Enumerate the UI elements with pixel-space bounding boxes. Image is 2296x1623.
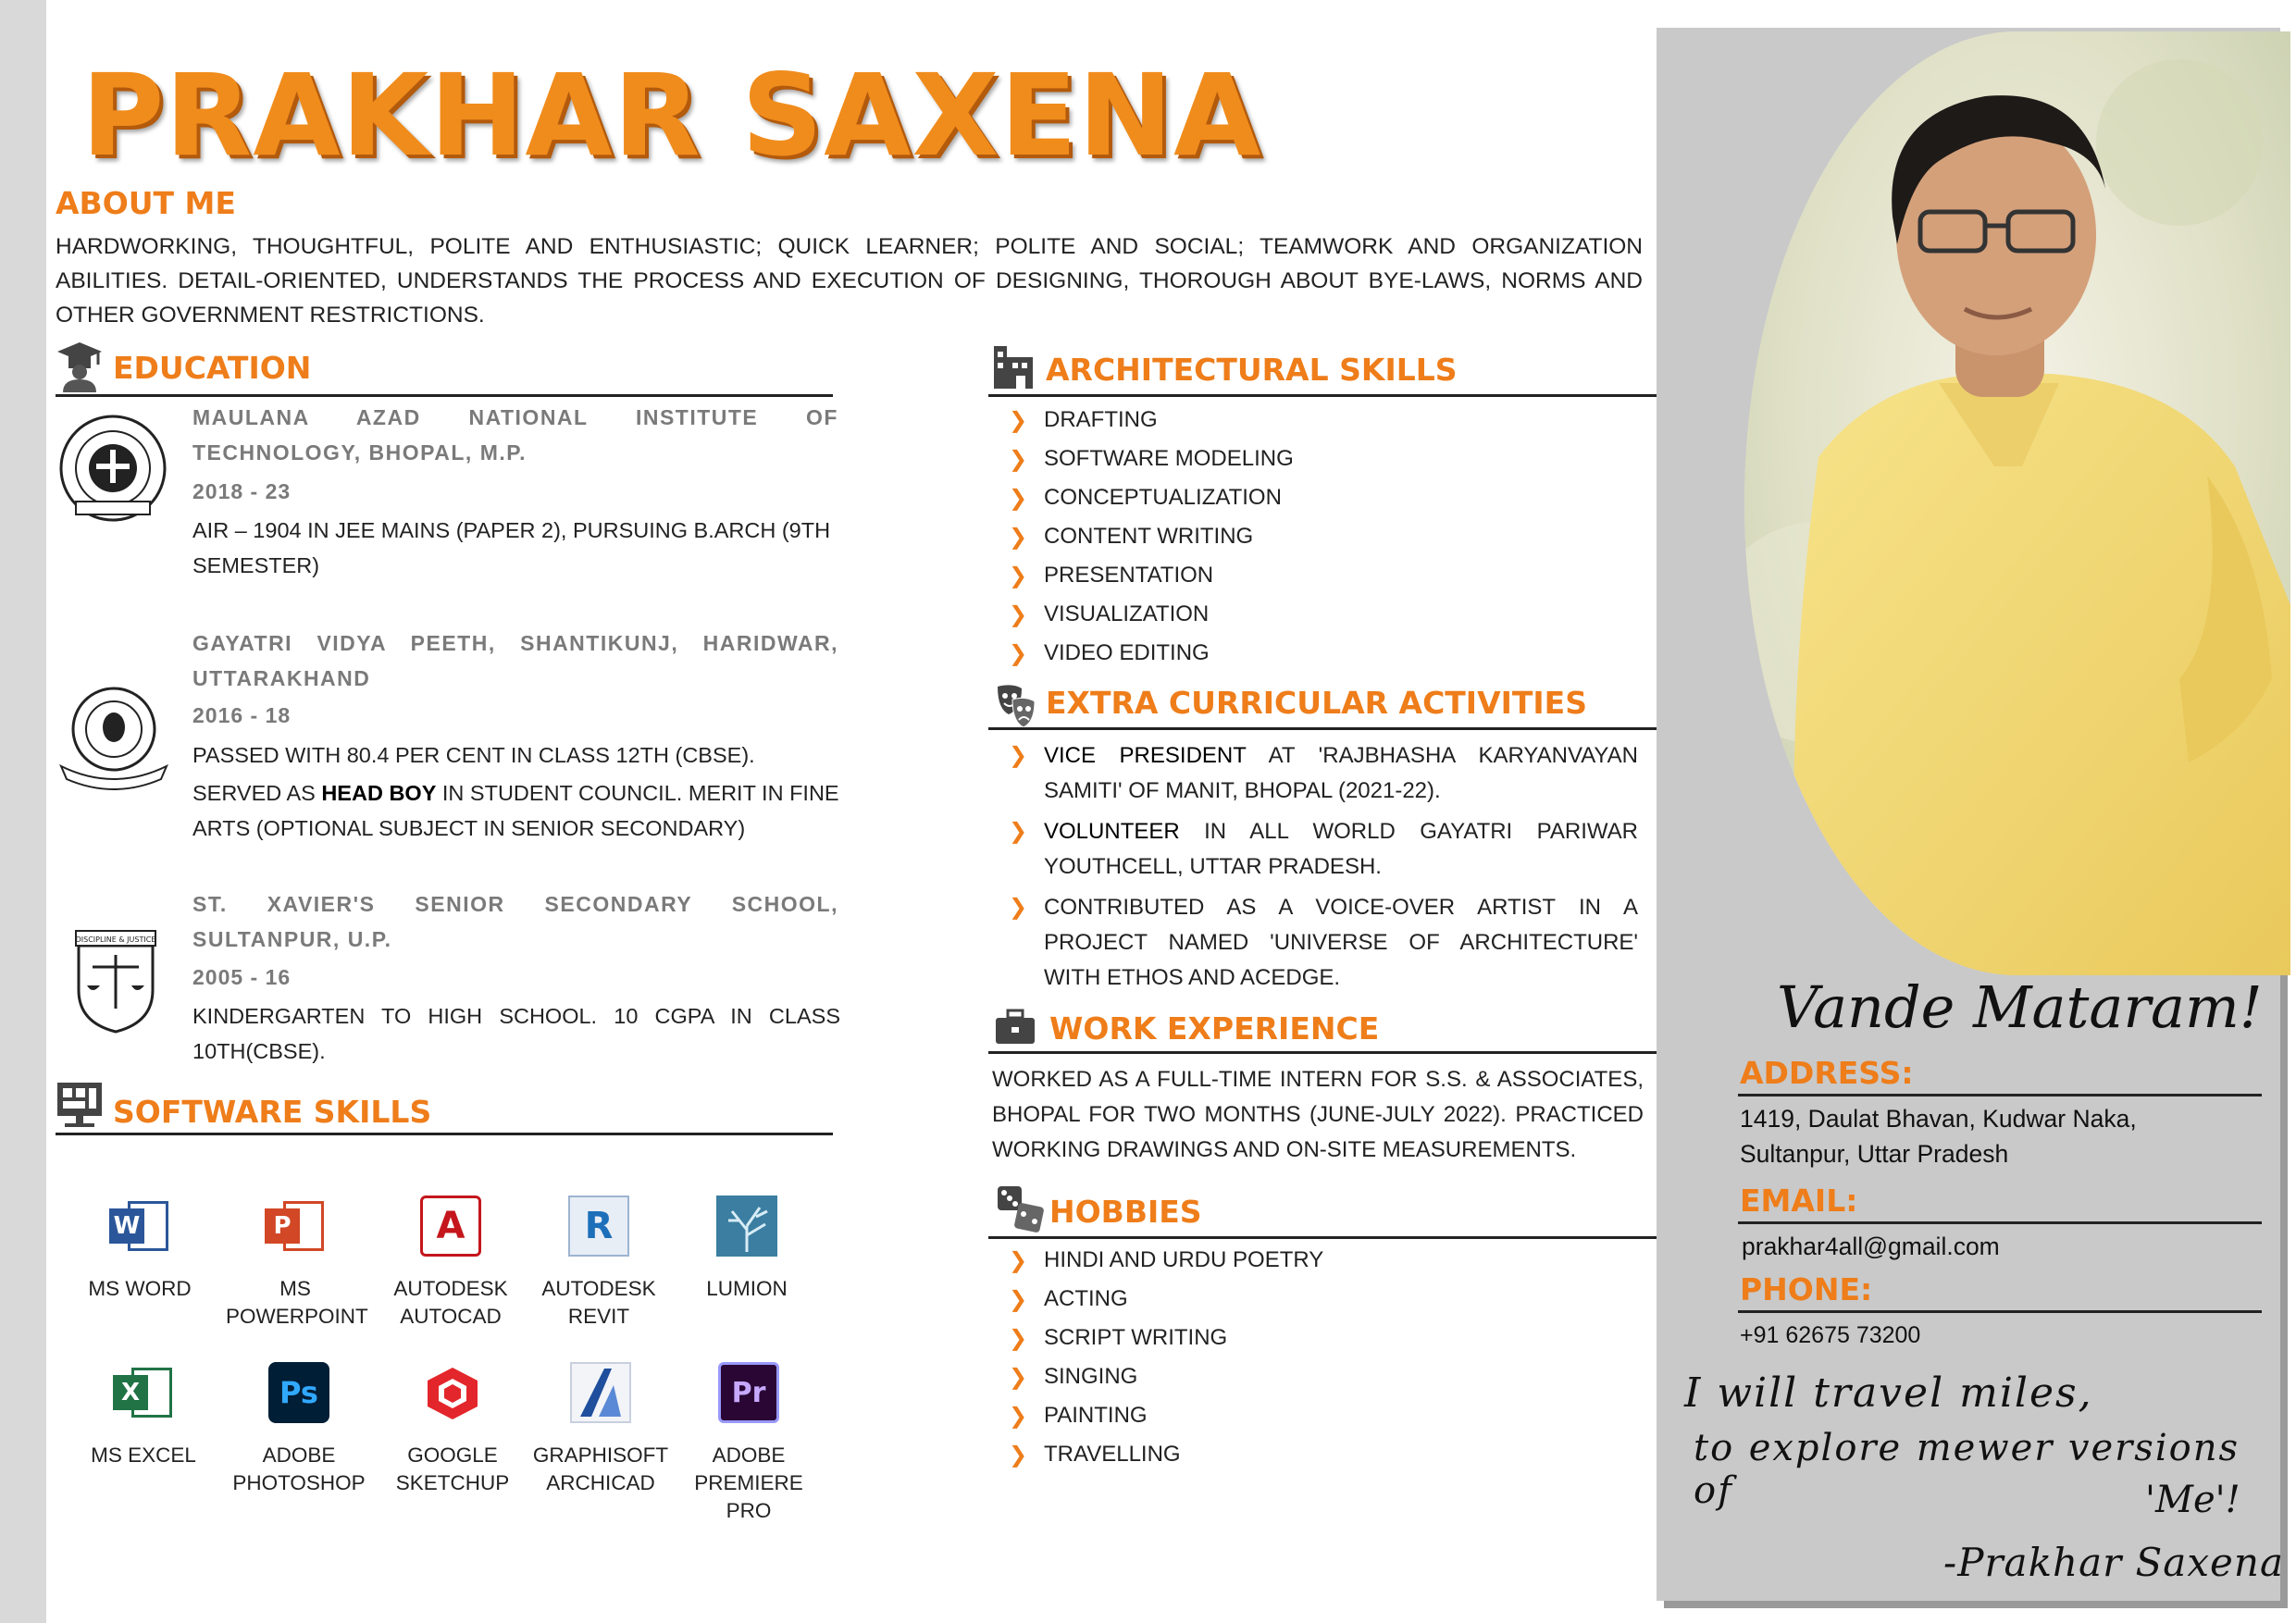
gayatri-vidya-peeth-logo bbox=[54, 681, 174, 797]
list-item: ❯ PAINTING bbox=[1009, 1403, 1148, 1429]
software-label: MS EXCEL bbox=[91, 1443, 196, 1467]
education-divider bbox=[56, 394, 833, 397]
ms-word-icon: W bbox=[109, 1196, 170, 1257]
hobbies-title: HOBBIES bbox=[1049, 1194, 1202, 1230]
graduation-cap-icon bbox=[56, 339, 104, 397]
quote-line-1: I will travel miles, bbox=[1684, 1369, 2093, 1417]
about-title: ABOUT ME bbox=[56, 185, 236, 221]
edu-1-institution: MAULANA AZAD NATIONAL INSTITUTE OF TECHNOLOGY, BHOPAL, M.P. bbox=[192, 405, 838, 465]
chevron-right-icon: ❯ bbox=[1009, 1287, 1028, 1312]
briefcase-icon bbox=[994, 1009, 1036, 1050]
ms-excel-icon: X bbox=[113, 1362, 174, 1423]
list-item: ❯ CONTENT WRITING bbox=[1009, 524, 1254, 550]
address-text bbox=[1740, 1101, 2267, 1171]
head-boy-highlight: HEAD BOY bbox=[321, 781, 437, 805]
list-item: ❯ VISUALIZATION bbox=[1009, 601, 1210, 627]
software-divider bbox=[56, 1133, 833, 1135]
address-line-1: 1419, Daulat Bhavan, Kudwar Naka, bbox=[1740, 1105, 2137, 1133]
phone-text: +91 62675 73200 bbox=[1740, 1322, 1921, 1348]
list-item: ❯ SINGING bbox=[1009, 1364, 1138, 1390]
revit-icon: R bbox=[568, 1196, 629, 1257]
software-label: GRAPHISOFT ARCHICAD bbox=[532, 1443, 669, 1494]
chevron-right-icon: ❯ bbox=[1009, 819, 1028, 844]
edu-2-detail: PASSED WITH 80.4 PER CENT IN CLASS 12TH (CBSE). bbox=[192, 743, 755, 767]
sketchup-icon bbox=[422, 1362, 483, 1423]
list-item: ❯ CONCEPTUALIZATION bbox=[1009, 485, 1282, 511]
chevron-right-icon: ❯ bbox=[1009, 1365, 1028, 1390]
list-item: ❯ HINDI AND URDU POETRY bbox=[1009, 1247, 1324, 1273]
chevron-right-icon: ❯ bbox=[1009, 564, 1028, 588]
quote-line-2: to explore mewer versions of bbox=[1694, 1427, 2240, 1512]
list-item: ❯ PRESENTATION bbox=[1009, 563, 1214, 588]
signature: -Prakhar Saxena bbox=[1943, 1540, 2284, 1585]
dice-icon bbox=[996, 1184, 1044, 1237]
email-divider bbox=[1738, 1221, 2262, 1224]
list-item: ❯ VOLUNTEER IN ALL WORLD GAYATRI PARIWAR YOUTHCELL, UTTAR PRADESH. bbox=[1009, 814, 1638, 885]
list-item: ❯ ACTING bbox=[1009, 1286, 1128, 1312]
email-link[interactable]: prakhar4all@gmail.com bbox=[1742, 1233, 2000, 1260]
software-label: MS POWERPOINT bbox=[226, 1277, 368, 1328]
chevron-right-icon: ❯ bbox=[1009, 641, 1028, 666]
software-premiere-pro bbox=[679, 1362, 818, 1525]
theatre-masks-icon bbox=[994, 683, 1038, 734]
list-item: ❯ SOFTWARE MODELING bbox=[1009, 446, 1294, 472]
software-label: LUMION bbox=[706, 1277, 788, 1300]
list-item: ❯ VICE PRESIDENT AT 'RAJBHASHA KARYANVAYAN SAMITI' OF MANIT, BHOPAL (2021-22). bbox=[1009, 738, 1638, 809]
software-title: SOFTWARE SKILLS bbox=[113, 1094, 432, 1130]
software-revit bbox=[529, 1196, 668, 1331]
software-label: ADOBE PREMIERE PRO bbox=[694, 1443, 803, 1522]
candidate-name: PRAKHAR SAXENA bbox=[81, 50, 1262, 181]
hobbies-divider bbox=[988, 1236, 1657, 1239]
autocad-icon: A bbox=[420, 1196, 481, 1257]
svg-text:DISCIPLINE & JUSTICE: DISCIPLINE & JUSTICE bbox=[75, 935, 156, 944]
edu-3-years: 2005 - 16 bbox=[192, 965, 292, 989]
software-photoshop bbox=[230, 1362, 368, 1497]
extra-title: EXTRA CURRICULAR ACTIVITIES bbox=[1046, 685, 1587, 721]
quote-line-3: 'Me'! bbox=[2145, 1479, 2240, 1521]
chevron-right-icon: ❯ bbox=[1009, 447, 1028, 472]
software-ms-excel bbox=[74, 1362, 213, 1469]
lumion-icon bbox=[716, 1196, 777, 1257]
software-label: GOOGLE SKETCHUP bbox=[395, 1443, 510, 1494]
chevron-right-icon: ❯ bbox=[1009, 1326, 1028, 1351]
email-title: EMAIL: bbox=[1740, 1183, 1858, 1219]
chevron-right-icon: ❯ bbox=[1009, 1404, 1028, 1429]
list-item: ❯ CONTRIBUTED AS A VOICE-OVER ARTIST IN A PROJECT NAMED 'UNIVERSE OF ARCHITECTURE' WITH ETHOS AND ACEDGE. bbox=[1009, 890, 1638, 996]
profile-photo bbox=[1744, 31, 2290, 975]
list-item: ❯ DRAFTING bbox=[1009, 407, 1158, 433]
chevron-right-icon: ❯ bbox=[1009, 602, 1028, 627]
work-title: WORK EXPERIENCE bbox=[1049, 1010, 1380, 1047]
phone-title: PHONE: bbox=[1740, 1271, 1873, 1307]
address-line-2: Sultanpur, Uttar Pradesh bbox=[1740, 1140, 2009, 1168]
about-text: HARDWORKING, THOUGHTFUL, POLITE AND ENTHUSIASTIC; QUICK LEARNER; POLITE AND SOCIAL; TEAMWORK AND ORGANIZATION ABILITIES. DETAIL-ORIENTED, UNDERSTANDS THE PROCESS AND EXECUTION OF DESIGNING, THOROUGH ABOUT BYE-LAWS, NORMS AND OTHER GOVERNMENT RESTRICTIONS. bbox=[56, 234, 1643, 328]
software-lumion bbox=[677, 1196, 816, 1303]
manit-logo bbox=[57, 413, 168, 528]
phone-divider bbox=[1738, 1310, 2262, 1313]
extra-list bbox=[1009, 738, 1638, 996]
chevron-right-icon: ❯ bbox=[1009, 486, 1028, 511]
left-margin-bar bbox=[0, 0, 46, 1623]
extra-divider bbox=[988, 727, 1657, 730]
list-item: ❯ VIDEO EDITING bbox=[1009, 640, 1210, 666]
software-label: AUTODESK AUTOCAD bbox=[393, 1277, 508, 1328]
education-title: EDUCATION bbox=[113, 350, 312, 386]
edu-2-institution: GAYATRI VIDYA PEETH, SHANTIKUNJ, HARIDWAR, UTTARAKHAND bbox=[192, 631, 838, 690]
edu-1-detail: AIR – 1904 IN JEE MAINS (PAPER 2), PURSUING B.ARCH (9TH SEMESTER) bbox=[192, 518, 831, 577]
address-title: ADDRESS: bbox=[1740, 1055, 1914, 1091]
motto: Vande Mataram! bbox=[1777, 973, 2263, 1041]
arch-skills-list bbox=[1009, 407, 1610, 679]
chevron-right-icon: ❯ bbox=[1009, 743, 1028, 768]
arch-skills-divider bbox=[988, 394, 1657, 397]
software-label: MS WORD bbox=[88, 1277, 192, 1300]
software-ms-word bbox=[70, 1196, 209, 1303]
list-item: ❯ TRAVELLING bbox=[1009, 1442, 1181, 1468]
chevron-right-icon: ❯ bbox=[1009, 408, 1028, 433]
software-archicad bbox=[531, 1362, 670, 1497]
work-text: WORKED AS A FULL-TIME INTERN FOR S.S. & ASSOCIATES, BHOPAL FOR TWO MONTHS (JUNE-JULY 2022). PRACTICED WORKING DRAWINGS AND ON-SITE MEASUREMENTS. bbox=[992, 1067, 1644, 1162]
computer-icon bbox=[56, 1081, 104, 1135]
chevron-right-icon: ❯ bbox=[1009, 525, 1028, 550]
edu-2-years: 2016 - 18 bbox=[192, 703, 292, 727]
ms-powerpoint-icon: P bbox=[265, 1196, 326, 1257]
address-divider bbox=[1738, 1094, 2262, 1096]
hobbies-list bbox=[1009, 1247, 1610, 1481]
edu-3-detail: KINDERGARTEN TO HIGH SCHOOL. 10 CGPA IN CLASS 10TH(CBSE). bbox=[192, 1004, 840, 1063]
edu-1-years: 2018 - 23 bbox=[192, 479, 292, 503]
software-autocad bbox=[381, 1196, 520, 1331]
photoshop-icon: Ps bbox=[268, 1362, 329, 1423]
archicad-icon bbox=[570, 1362, 631, 1423]
chevron-right-icon: ❯ bbox=[1009, 1248, 1028, 1273]
edu-2-detail-2: SERVED AS HEAD BOY IN STUDENT COUNCIL. MERIT IN FINE ARTS (OPTIONAL SUBJECT IN SENIOR SECONDARY) bbox=[192, 781, 839, 840]
edu-3-institution: ST. XAVIER'S SENIOR SECONDARY SCHOOL, SULTANPUR, U.P. bbox=[192, 892, 838, 951]
premiere-pro-icon: Pr bbox=[718, 1362, 779, 1423]
software-label: AUTODESK REVIT bbox=[541, 1277, 656, 1328]
software-label: ADOBE PHOTOSHOP bbox=[232, 1443, 366, 1494]
arch-skills-title: ARCHITECTURAL SKILLS bbox=[1046, 352, 1458, 388]
software-sketchup bbox=[383, 1362, 522, 1497]
building-icon bbox=[992, 344, 1035, 395]
chevron-right-icon: ❯ bbox=[1009, 1443, 1028, 1468]
work-divider bbox=[988, 1051, 1657, 1054]
software-ms-powerpoint bbox=[226, 1196, 368, 1331]
chevron-right-icon: ❯ bbox=[1009, 895, 1028, 920]
list-item: ❯ SCRIPT WRITING bbox=[1009, 1325, 1228, 1351]
st-xaviers-crest bbox=[65, 925, 167, 1041]
